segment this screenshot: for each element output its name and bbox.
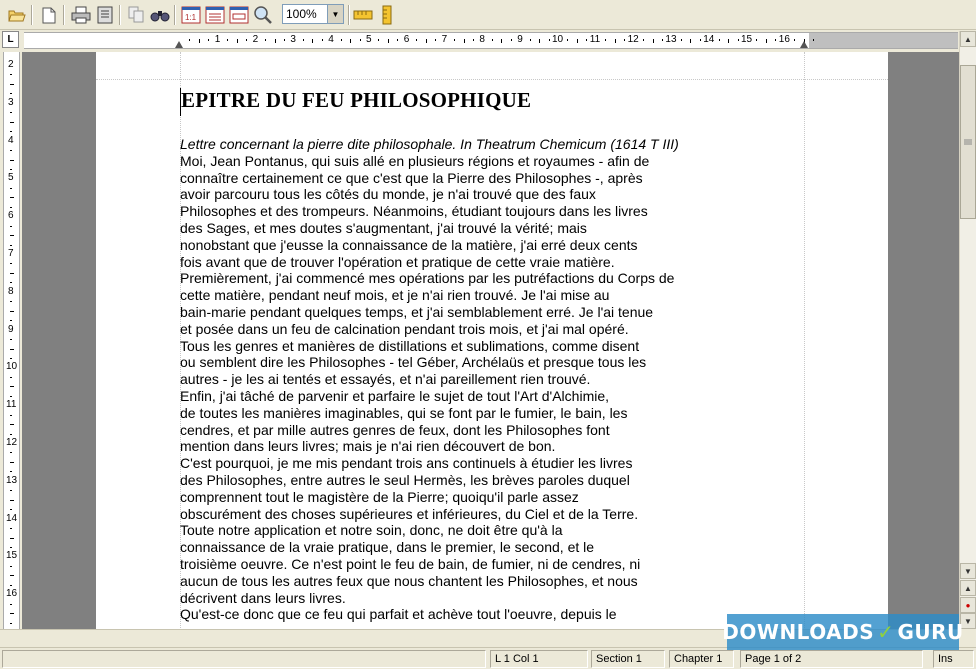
ruler-tick xyxy=(492,39,493,41)
ruler-tick xyxy=(350,39,351,43)
document-line: nonobstant que j'eusse la connaissance de la matière, j'ai erré deux cents xyxy=(180,236,638,253)
ruler-tick xyxy=(813,39,814,41)
ruler-tick xyxy=(662,39,663,41)
ruler-tick xyxy=(728,39,729,43)
ruler-tick xyxy=(10,604,12,605)
ruler-tick xyxy=(10,566,12,567)
ruler-number: 7 xyxy=(8,248,14,259)
ruler-tick xyxy=(10,197,14,198)
status-position: L 1 Col 1 xyxy=(490,650,588,668)
document-line: C'est pourquoi, je me mis pendant trois ans continuels à étudier les livres xyxy=(180,455,633,472)
ruler-tick xyxy=(10,452,12,453)
ruler-tick xyxy=(10,282,12,283)
ruler-tick xyxy=(10,93,12,94)
ruler-tick xyxy=(454,39,455,41)
ruler-tick xyxy=(284,39,285,41)
ruler-tick xyxy=(426,39,427,43)
ruler-tick xyxy=(10,462,14,463)
document-content[interactable] xyxy=(180,88,800,623)
toolbar xyxy=(0,0,976,30)
ruler-tick xyxy=(360,39,361,41)
ruler-tick xyxy=(10,245,12,246)
ruler-tick xyxy=(10,169,12,170)
ruler-icon[interactable] xyxy=(352,4,374,26)
ruler-tick xyxy=(10,188,12,189)
ruler-number: 11 xyxy=(589,34,601,45)
ruler-number: 11 xyxy=(6,399,17,411)
ruler-number: 6 xyxy=(403,34,410,45)
browse-object-icon[interactable]: ● xyxy=(960,597,976,613)
ruler-number: 14 xyxy=(703,34,715,45)
status-section: Section 1 xyxy=(591,650,665,668)
document-line: comprennent tout le magistère de la Pierre; quoiqu'il parle assez xyxy=(180,488,579,505)
watermark-text-right: GURU xyxy=(897,620,964,644)
ruler-tick xyxy=(549,39,550,41)
ruler-tick xyxy=(10,585,12,586)
ruler-number: 15 xyxy=(741,34,753,45)
ruler-tick xyxy=(10,311,14,312)
status-bar xyxy=(0,647,976,669)
document-line: fois avant que de trouver l'opération et pratique de cette vraie matière. xyxy=(180,253,615,270)
ruler-tick xyxy=(10,358,12,359)
layout-icon[interactable] xyxy=(180,4,202,26)
zoom-select[interactable] xyxy=(282,4,344,24)
document-line: bain-marie pendant quelques temps, et j'ai semblablement erré. Je l'ai tenue xyxy=(180,303,654,320)
ruler-tick xyxy=(10,415,12,416)
ruler-tick xyxy=(10,396,12,397)
ruler-tick xyxy=(10,112,12,113)
document-title: EPITRE DU FEU PHILOSOPHIQUE xyxy=(180,88,800,116)
document-line: Moi, Jean Pontanus, qui suis allé en plusieurs régions et royaumes - afin de xyxy=(180,152,650,169)
ruler-number: 16 xyxy=(6,588,18,600)
ruler-tick xyxy=(303,39,304,41)
ruler-tick xyxy=(10,623,12,624)
status-page: Page 1 of 2 xyxy=(740,650,923,668)
document-subtitle: Lettre concernant la pierre dite philosophale. In Theatrum Chemicum (1614 T III) xyxy=(180,136,679,152)
ruler-number: 6 xyxy=(8,210,14,222)
page[interactable] xyxy=(96,52,888,629)
ruler-tick xyxy=(700,39,701,41)
document-line: et posée dans un feu de calcination pendant trois mois, et j'ai mal opéré. xyxy=(180,320,629,337)
ruler-tick xyxy=(10,471,12,472)
document-body xyxy=(180,153,800,623)
document-line: des Sages, et mes doutes s'augmentant, j'ai trouvé la vérité; mais xyxy=(180,219,587,236)
ruler-tick xyxy=(199,39,200,43)
ruler-tick xyxy=(10,386,14,387)
ruler-tick xyxy=(10,301,12,302)
ruler-tick xyxy=(10,207,12,208)
right-indent-marker[interactable] xyxy=(800,41,808,48)
ruler-number: 1 xyxy=(214,34,221,45)
ruler-tick xyxy=(719,39,720,41)
checkmark-icon: ✓ xyxy=(877,620,895,644)
watermark-text-left: DOWNLOADS xyxy=(722,620,875,644)
ruler-tick xyxy=(208,39,209,41)
ruler-tick xyxy=(237,39,238,43)
svg-text:1:1: 1:1 xyxy=(185,13,197,22)
ruler-tick xyxy=(10,528,12,529)
ruler-number: 14 xyxy=(6,512,18,524)
ruler-tick xyxy=(10,613,14,614)
ruler-tick xyxy=(577,39,578,43)
ruler-tick xyxy=(10,377,12,378)
ruler-number: 8 xyxy=(479,34,485,45)
document-line: connaître certainement ce que c'est que la Pierre des Philosophes -, après xyxy=(180,169,643,186)
ruler-tick xyxy=(681,39,682,41)
horizontal-ruler[interactable] xyxy=(24,32,958,49)
ruler-tick xyxy=(501,39,502,43)
ruler-number: 9 xyxy=(517,34,523,45)
ruler-number: 5 xyxy=(366,34,372,45)
ruler-tick xyxy=(605,39,606,41)
ruler-number: 2 xyxy=(8,59,14,70)
ruler-number: 8 xyxy=(8,285,14,297)
ruler-tick xyxy=(397,39,398,41)
ruler-tick xyxy=(10,349,14,350)
ruler-tick xyxy=(567,39,568,41)
document-line: connaissance de la vraie pratique, dans le premier, le second, et le xyxy=(180,539,595,556)
ruler-tick xyxy=(10,538,14,539)
ruler-tick xyxy=(775,39,776,41)
scroll-down-icon[interactable]: ▼ xyxy=(960,563,976,579)
ruler-tick xyxy=(624,39,625,41)
print-preview-icon[interactable] xyxy=(94,4,116,26)
left-indent-marker[interactable] xyxy=(175,41,183,48)
ruler-number: 13 xyxy=(665,34,677,45)
ruler-tick xyxy=(530,39,531,41)
document-line: Toute notre application et notre soin, donc, ne doit être qu'à la xyxy=(180,522,563,539)
ruler-tick xyxy=(643,39,644,41)
document-line: avoir parcouru tous les côtés du monde, je n'ai trouvé que des faux xyxy=(180,186,596,203)
ruler-tick xyxy=(416,39,417,41)
ruler-number: 12 xyxy=(627,34,639,45)
ruler-tick xyxy=(615,39,616,43)
ruler-number: 13 xyxy=(6,474,18,486)
document-line: aucun de tous les autres feux que nous chantent les Philosophes, et nous xyxy=(180,572,638,589)
ruler-number: 7 xyxy=(441,34,448,45)
ruler-tick xyxy=(10,339,12,340)
ruler-number: 12 xyxy=(6,437,18,448)
ruler-tick xyxy=(378,39,379,41)
ruler-tick xyxy=(246,39,247,41)
document-line: décrivent dans leurs livres. xyxy=(180,589,346,606)
ruler-tick xyxy=(435,39,436,41)
ruler-tick xyxy=(388,39,389,43)
ruler-tick xyxy=(766,39,767,43)
vertical-ruler-icon[interactable] xyxy=(376,4,398,26)
print-icon[interactable] xyxy=(70,4,92,26)
ruler-number: 4 xyxy=(8,134,14,146)
ruler-tick xyxy=(10,74,12,75)
ruler-tick xyxy=(464,39,465,43)
find-icon[interactable] xyxy=(149,4,171,26)
ruler-tick xyxy=(10,235,14,236)
ruler-tick xyxy=(653,39,654,43)
ruler-tab-selector[interactable]: L xyxy=(2,31,19,48)
document-line: mention dans leurs livres; mais je n'ai rien découvert de bon. xyxy=(180,438,556,455)
ruler-tick xyxy=(10,273,14,274)
ruler-number: 9 xyxy=(8,323,14,335)
scroll-up-icon[interactable]: ▲ xyxy=(960,31,976,47)
copy-icon[interactable] xyxy=(125,4,147,26)
document-line: troisième oeuvre. Ce n'est point le feu de bain, de fumier, ni de cendres, ni xyxy=(180,555,641,572)
ruler-tick xyxy=(10,131,12,132)
zoom-value: 100% xyxy=(286,7,317,21)
document-line: des Philosophes, entre autres le seul Hermès, les brèves paroles duquel xyxy=(180,471,630,488)
ruler-tick xyxy=(10,150,12,151)
ruler-tick xyxy=(10,84,14,85)
vertical-scrollbar[interactable] xyxy=(959,31,976,629)
ruler-tick xyxy=(511,39,512,41)
ruler-tick xyxy=(10,575,14,576)
ruler-tick xyxy=(10,434,12,435)
document-line: autres - je les ai tentés et essayés, et n'ai pareillement rien trouvé. xyxy=(180,371,591,388)
scroll-thumb[interactable] xyxy=(960,65,976,219)
vertical-ruler[interactable] xyxy=(3,52,20,629)
ruler-tick xyxy=(341,39,342,41)
ruler-tick xyxy=(690,39,691,43)
next-page-icon[interactable]: ▼ xyxy=(960,613,976,629)
ruler-number: 3 xyxy=(290,34,296,45)
ruler-tick xyxy=(10,490,12,491)
ruler-number: 10 xyxy=(552,34,564,45)
document-line: obscurément des choses supérieures et inférieures, du Ciel et de la Terre. xyxy=(180,505,639,522)
document-line: Qu'est-ce donc que ce feu qui parfait et achève tout l'oeuvre, depuis le xyxy=(180,606,617,623)
new-document-icon[interactable] xyxy=(38,4,60,26)
ruler-tick xyxy=(10,547,12,548)
ruler-tick xyxy=(756,39,757,41)
document-line: Enfin, j'ai tâché de parvenir et parfaire le sujet de tout l'Art d'Alchimie, xyxy=(180,387,610,404)
ruler-tick xyxy=(265,39,266,41)
watermark-logo xyxy=(722,614,964,650)
previous-page-icon[interactable]: ▲ xyxy=(960,580,976,596)
document-line: ou semblent dire les Philosophes - tel Géber, Archélaüs et presque tous les xyxy=(180,354,647,371)
ruler-number: 15 xyxy=(6,550,18,562)
ruler-tick xyxy=(275,39,276,43)
ruler-number: 4 xyxy=(328,34,334,45)
ruler-tick xyxy=(586,39,587,41)
ruler-number: 3 xyxy=(8,96,14,108)
status-mode[interactable]: Ins xyxy=(933,650,974,668)
magnify-icon[interactable] xyxy=(252,4,274,26)
document-line: Premièrement, j'ai commencé mes opérations par les putréfactions du Corps de xyxy=(180,270,675,287)
ruler-tick xyxy=(10,509,12,510)
status-message xyxy=(2,650,486,668)
ruler-tick xyxy=(738,39,739,41)
ruler-tick xyxy=(10,500,14,501)
ruler-tick xyxy=(10,424,14,425)
ruler-tick xyxy=(322,39,323,41)
ruler-tick xyxy=(189,39,190,41)
document-area[interactable] xyxy=(22,52,959,629)
ruler-tick xyxy=(539,39,540,43)
document-line: Tous les genres et manières de distillations et sublimations, comme disent xyxy=(180,337,640,354)
document-line: cette matière, pendant neuf mois, et je n'ai rien trouvé. Je l'ai mise au xyxy=(180,287,610,304)
ruler-tick xyxy=(473,39,474,41)
ruler-number: 10 xyxy=(6,361,18,373)
chevron-down-icon[interactable]: ▼ xyxy=(327,5,343,23)
ruler-tick xyxy=(10,320,12,321)
ruler-tick xyxy=(10,160,14,161)
ruler-number: 2 xyxy=(252,34,259,45)
ruler-tick xyxy=(312,39,313,43)
web-view-icon[interactable] xyxy=(228,4,250,26)
ruler-number: 5 xyxy=(8,172,14,184)
ruler-tick xyxy=(10,122,14,123)
ruler-tick xyxy=(10,263,12,264)
ruler-tick xyxy=(794,39,795,41)
ruler-tick xyxy=(10,226,12,227)
ruler-number: 16 xyxy=(778,34,790,45)
ruler-tick xyxy=(227,39,228,41)
document-line: de toutes les manières imaginables, qui se font par le fumier, le bain, les xyxy=(180,404,628,421)
status-chapter: Chapter 1 xyxy=(669,650,734,668)
normal-view-icon[interactable] xyxy=(204,4,226,26)
document-line: Philosophes et des trompeurs. Néanmoins, étudiant toujours dans les livres xyxy=(180,203,648,220)
document-line: cendres, et par mille autres genres de feux, dont les Philosophes font xyxy=(180,421,610,438)
open-icon[interactable] xyxy=(6,4,28,26)
